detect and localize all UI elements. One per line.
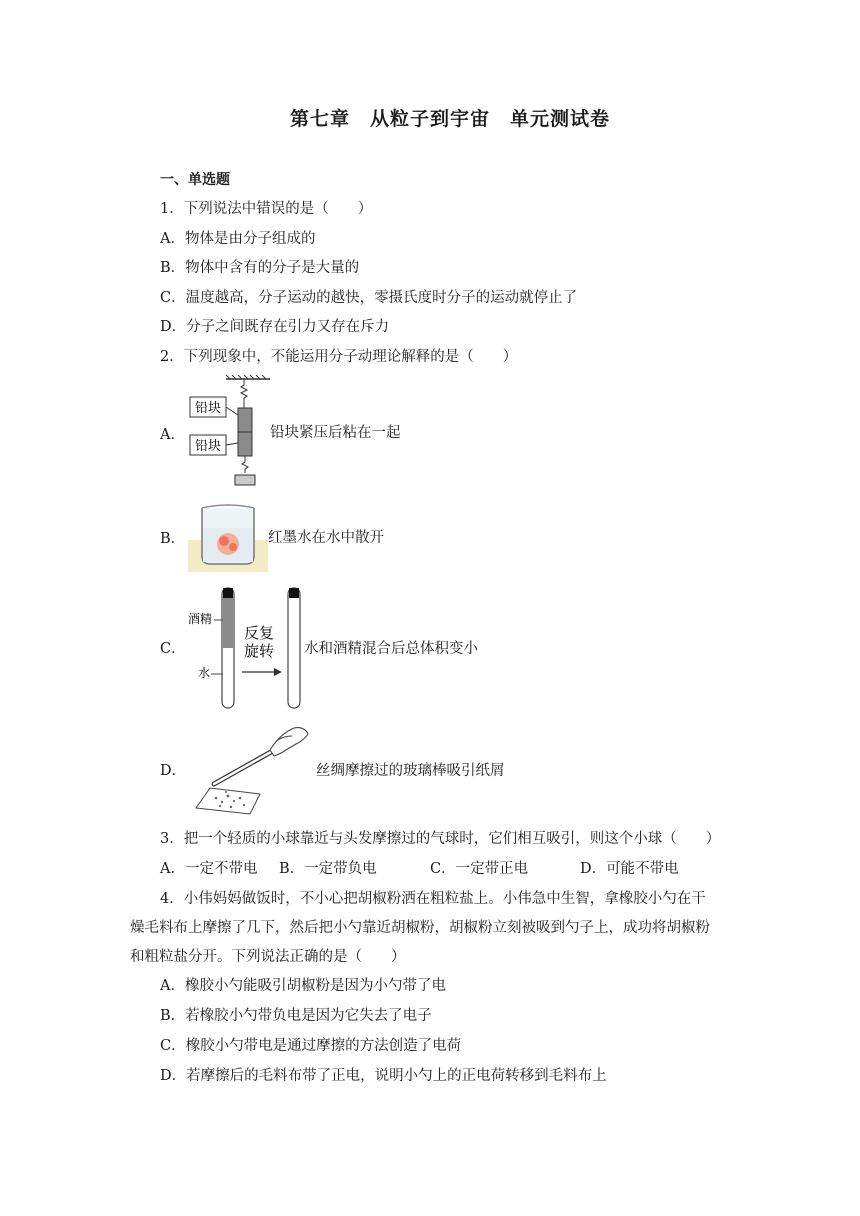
rotate-label-1: 反复: [244, 624, 275, 642]
q4-option-c: C．橡胶小勺带电是通过摩擦的方法创造了电荷: [160, 1038, 462, 1054]
q3-option-d: D．可能不带电: [580, 861, 679, 877]
q2-option-d-letter: D．: [160, 763, 187, 779]
page-title: 第七章 从粒子到宇宙 单元测试卷: [289, 108, 610, 130]
glass-rod-figure: [186, 722, 312, 818]
q1-option-d: D．分子之间既存在引力又存在斥力: [160, 319, 390, 335]
q2-option-d-text: 丝绸摩擦过的玻璃棒吸引纸屑: [316, 763, 505, 779]
q2-option-c-text: 水和酒精混合后总体积变小: [304, 641, 478, 657]
alcohol-water-figure: [186, 586, 304, 712]
q4-stem-line1: 4．小伟妈妈做饭时，不小心把胡椒粉洒在粗粒盐上。小伟急中生智，拿橡胶小勺在干: [160, 891, 706, 907]
q2-option-a-text: 铅块紧压后粘在一起: [270, 425, 401, 441]
section-heading: 一、单选题: [160, 172, 230, 188]
lead-block-label-bottom: 铅块: [194, 439, 222, 454]
q1-stem: 1．下列说法中错误的是（ ）: [160, 201, 373, 217]
q3-stem: 3．把一个轻质的小球靠近与头发摩擦过的气球时，它们相互吸引，则这个小球（ ）: [160, 831, 721, 847]
water-label: 水: [198, 666, 211, 680]
lead-block-label-top: 铅块: [194, 401, 222, 416]
q4-option-a: A．橡胶小勺能吸引胡椒粉是因为小勺带了电: [160, 978, 446, 994]
lead-blocks-figure: [186, 375, 270, 491]
q2-option-c-letter: C．: [160, 641, 186, 657]
alcohol-label: 酒精: [188, 612, 213, 626]
q3-option-b: B．一定带负电: [279, 861, 377, 877]
q1-option-c: C．温度越高，分子运动的越快，零摄氏度时分子的运动就停止了: [160, 290, 578, 306]
q1-option-a: A．物体是由分子组成的: [160, 231, 316, 247]
q3-option-c: C．一定带正电: [430, 861, 529, 877]
q2-stem: 2．下列现象中，不能运用分子动理论解释的是（ ）: [160, 349, 518, 365]
beaker-ink-figure: [188, 500, 268, 572]
q2-option-b-letter: B．: [160, 531, 186, 547]
q2-option-a-letter: A．: [160, 427, 185, 443]
q2-option-b-text: 红墨水在水中散开: [268, 530, 384, 546]
rotate-label-2: 旋转: [244, 642, 275, 660]
q3-option-a: A．一定不带电: [160, 861, 258, 877]
q4-option-d: D．若摩擦后的毛料布带了正电，说明小勺上的正电荷转移到毛料布上: [160, 1068, 607, 1084]
q4-stem-line3: 和粗粒盐分开。下列说法正确的是（ ）: [130, 949, 406, 965]
q4-stem-line2: 燥毛料布上摩擦了几下，然后把小勺靠近胡椒粉，胡椒粉立刻被吸到勺子上，成功将胡椒粉: [130, 920, 710, 936]
q1-option-b: B．物体中含有的分子是大量的: [160, 260, 360, 276]
q4-option-b: B．若橡胶小勺带负电是因为它失去了电子: [160, 1008, 432, 1024]
